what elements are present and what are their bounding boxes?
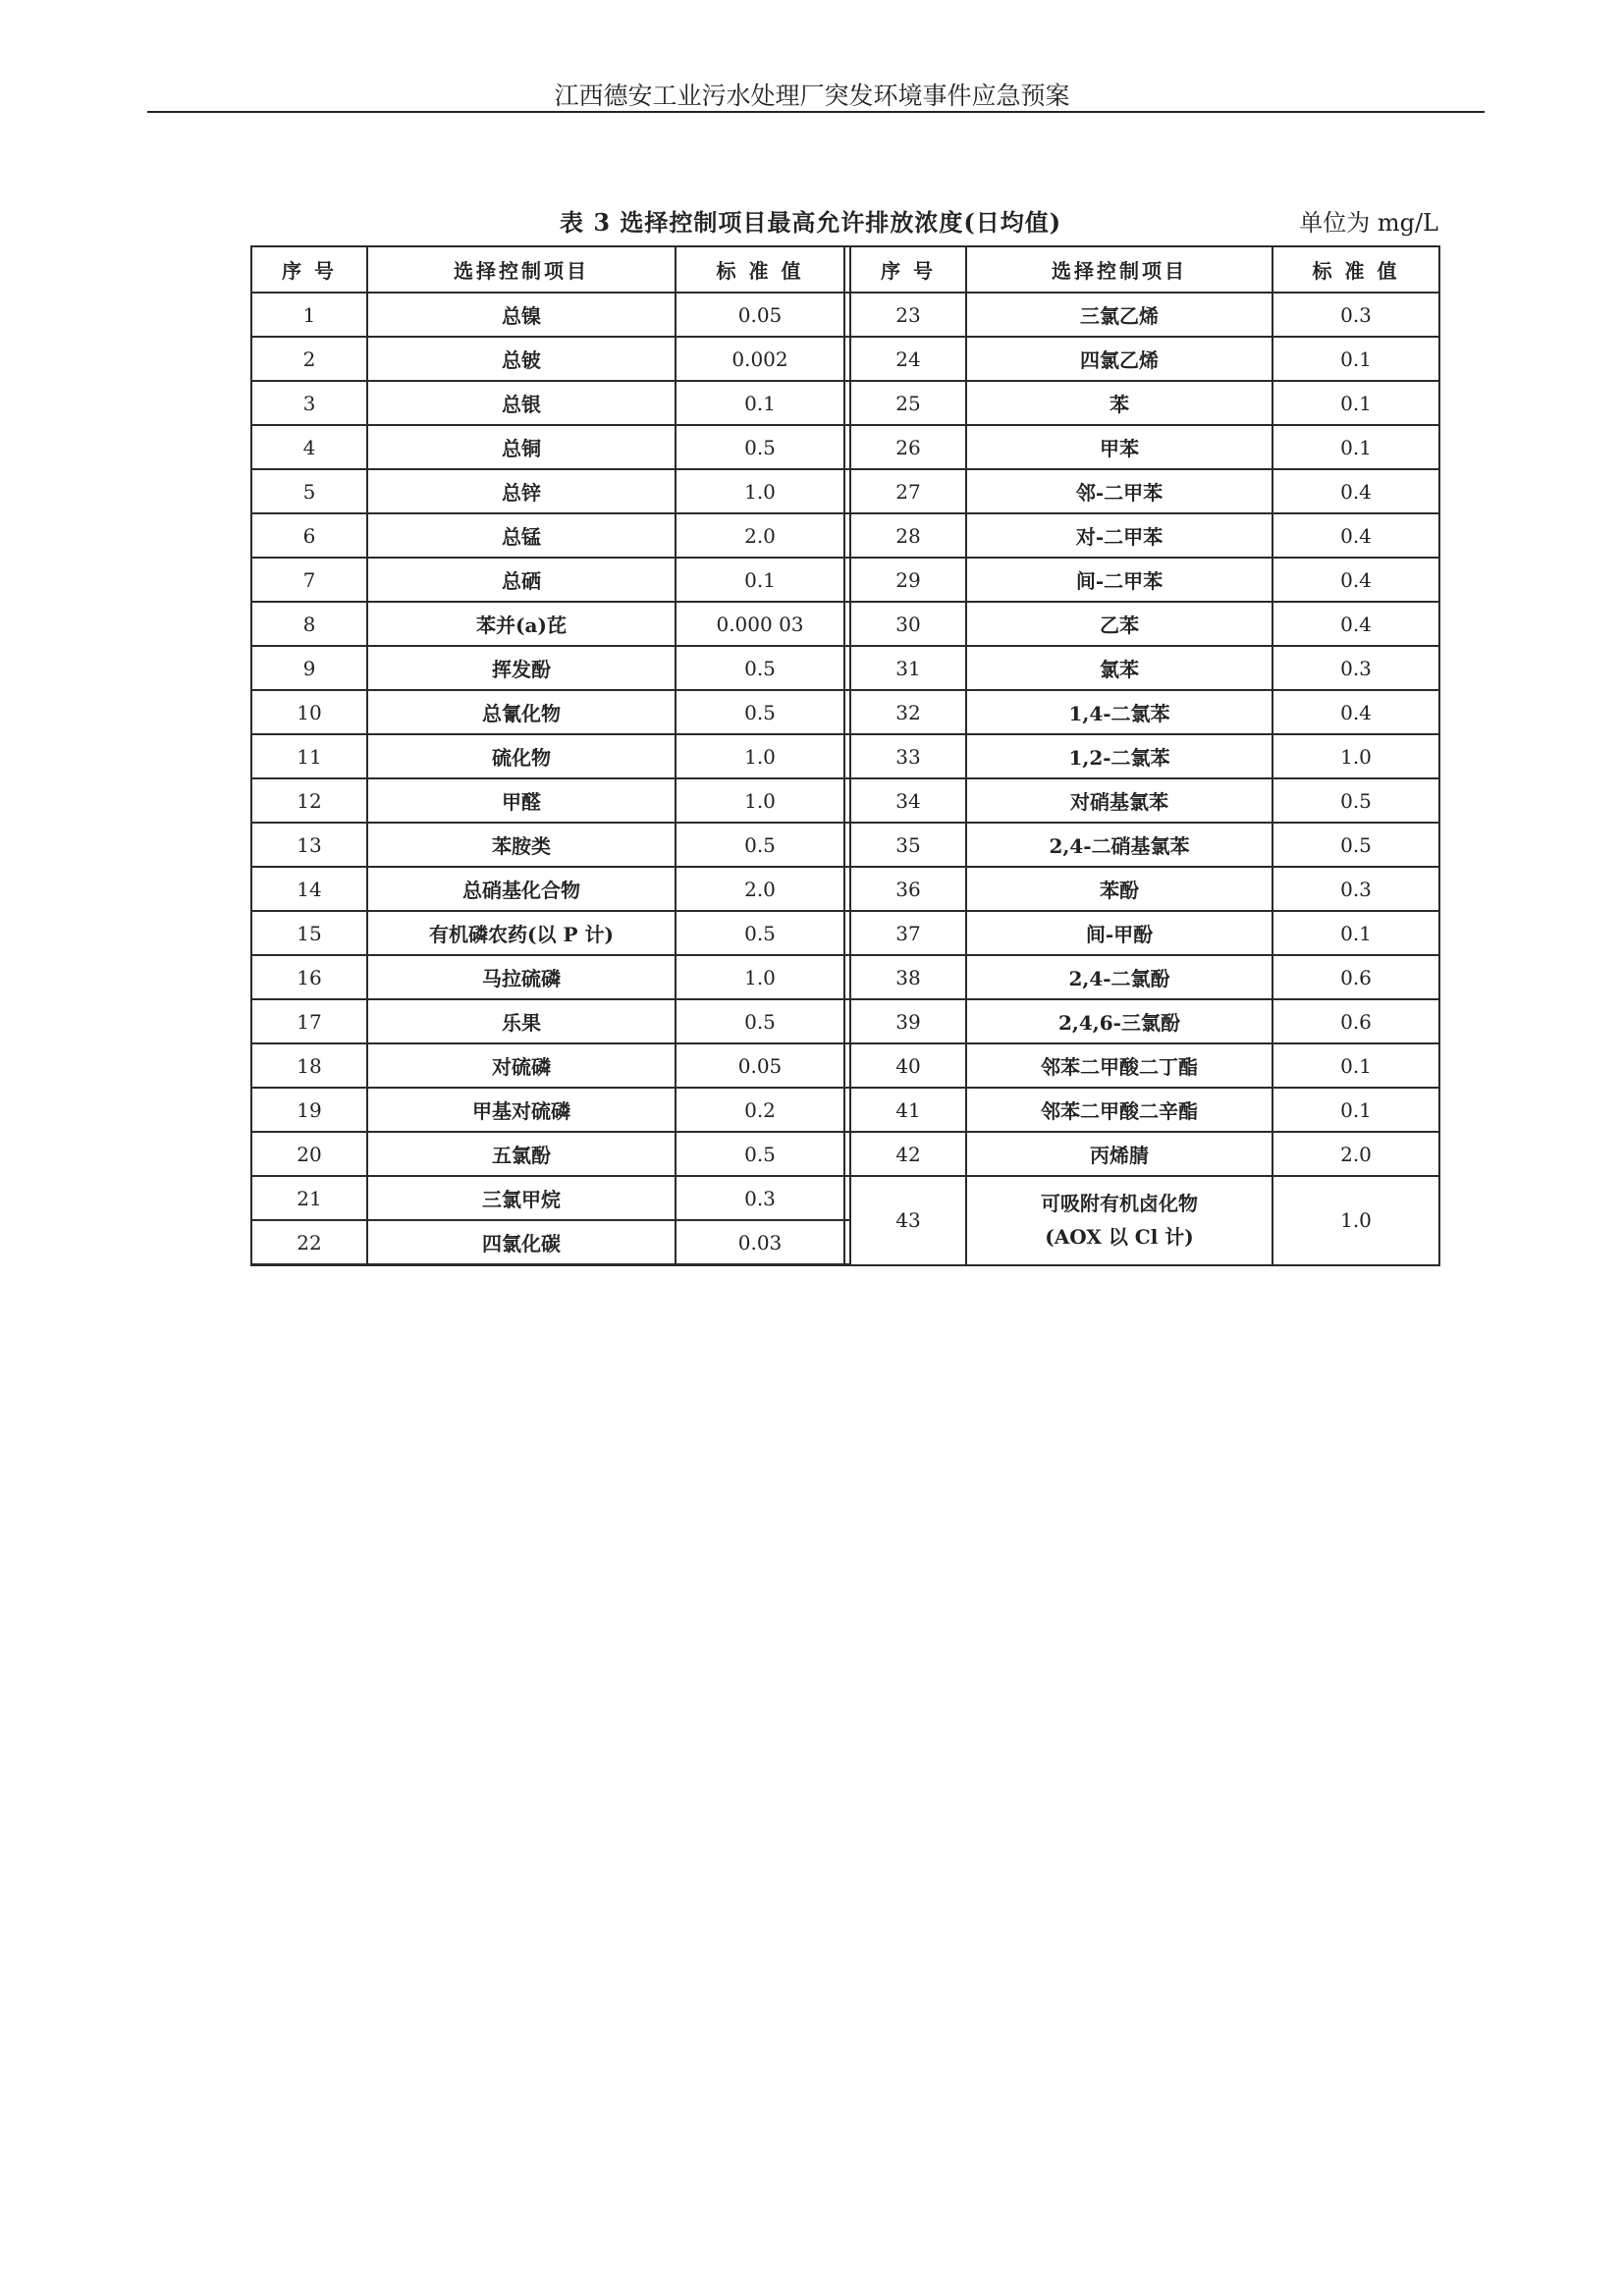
row-number: 35 [850, 823, 966, 867]
row-number: 17 [251, 999, 367, 1043]
row-item-line: (AOX 以 Cl 计) [1045, 1225, 1194, 1250]
row-number: 6 [251, 513, 367, 558]
row-item: 间-甲酚 [966, 911, 1272, 955]
table-caption-row [245, 203, 1438, 239]
row-item: 总银 [367, 381, 676, 425]
row-value: 0.4 [1272, 513, 1439, 558]
row-value: 0.5 [1272, 778, 1439, 823]
row-item: 乙苯 [966, 602, 1272, 646]
row-value: 2.0 [676, 513, 844, 558]
row-value: 0.002 [676, 337, 844, 381]
row-number: 10 [251, 690, 367, 734]
row-number: 42 [850, 1132, 966, 1176]
row-number: 26 [850, 425, 966, 469]
row-value: 0.5 [676, 646, 844, 690]
table-caption: 表 3 选择控制项目最高允许排放浓度(日均值) [560, 208, 1062, 237]
table-row [251, 911, 1439, 955]
row-item: 总锌 [367, 469, 676, 513]
row-number: 36 [850, 867, 966, 911]
row-number: 3 [251, 381, 367, 425]
header-rule [147, 111, 1485, 113]
table-row [251, 734, 1439, 778]
row-item: 硫化物 [367, 734, 676, 778]
row-value: 0.5 [1272, 823, 1439, 867]
row-value: 0.1 [1272, 1088, 1439, 1132]
table-row [251, 690, 1439, 734]
row-value: 1.0 [676, 469, 844, 513]
table-row [251, 337, 1439, 381]
row-item: 邻苯二甲酸二辛酯 [966, 1088, 1272, 1132]
row-value: 0.1 [676, 558, 844, 602]
row-value: 0.1 [1272, 1043, 1439, 1088]
row-item: 1,2-二氯苯 [966, 734, 1272, 778]
row-number: 41 [850, 1088, 966, 1132]
row-number: 8 [251, 602, 367, 646]
row-item: 总铍 [367, 337, 676, 381]
row-number: 19 [251, 1088, 367, 1132]
row-value: 0.05 [676, 1043, 844, 1088]
row-value: 0.3 [1272, 867, 1439, 911]
row-item [966, 1176, 1272, 1265]
row-value: 0.2 [676, 1088, 844, 1132]
row-number: 5 [251, 469, 367, 513]
row-item: 总硒 [367, 558, 676, 602]
column-header-no: 序 号 [251, 246, 367, 293]
column-divider [844, 1220, 850, 1265]
row-item: 邻苯二甲酸二丁酯 [966, 1043, 1272, 1088]
row-item: 间-二甲苯 [966, 558, 1272, 602]
row-item: 丙烯腈 [966, 1132, 1272, 1176]
row-item: 乐果 [367, 999, 676, 1043]
row-value: 0.1 [1272, 425, 1439, 469]
row-item: 总锰 [367, 513, 676, 558]
row-number: 29 [850, 558, 966, 602]
row-item: 2,4,6-三氯酚 [966, 999, 1272, 1043]
row-number: 11 [251, 734, 367, 778]
row-number: 37 [850, 911, 966, 955]
row-number: 22 [251, 1220, 367, 1265]
row-value: 0.5 [676, 690, 844, 734]
column-header-no: 序 号 [850, 246, 966, 293]
row-number: 1 [251, 293, 367, 337]
row-value: 0.3 [676, 1176, 844, 1220]
row-number: 39 [850, 999, 966, 1043]
row-item: 总氰化物 [367, 690, 676, 734]
row-value: 0.4 [1272, 469, 1439, 513]
column-header-item: 选择控制项目 [367, 246, 676, 293]
row-item: 甲苯 [966, 425, 1272, 469]
column-header-value: 标 准 值 [1272, 246, 1439, 293]
row-item: 五氯酚 [367, 1132, 676, 1176]
row-number: 7 [251, 558, 367, 602]
row-value: 1.0 [676, 778, 844, 823]
column-header-value: 标 准 值 [676, 246, 844, 293]
row-value: 0.5 [676, 911, 844, 955]
table-row [251, 823, 1439, 867]
row-value: 0.03 [676, 1220, 844, 1265]
row-number: 15 [251, 911, 367, 955]
row-number: 12 [251, 778, 367, 823]
column-header-item: 选择控制项目 [966, 246, 1272, 293]
row-item: 邻-二甲苯 [966, 469, 1272, 513]
row-item: 苯 [966, 381, 1272, 425]
row-item: 总镍 [367, 293, 676, 337]
row-item: 1,4-二氯苯 [966, 690, 1272, 734]
row-value: 0.5 [676, 1132, 844, 1176]
table-row [251, 293, 1439, 337]
table-row [251, 1176, 1439, 1220]
table-row [251, 1088, 1439, 1132]
row-item: 三氯甲烷 [367, 1176, 676, 1220]
row-number: 16 [251, 955, 367, 999]
table-row [251, 558, 1439, 602]
row-value: 0.1 [1272, 381, 1439, 425]
row-value: 0.05 [676, 293, 844, 337]
row-value: 0.1 [676, 381, 844, 425]
row-number: 13 [251, 823, 367, 867]
row-item: 马拉硫磷 [367, 955, 676, 999]
table-row [251, 513, 1439, 558]
row-item: 甲醛 [367, 778, 676, 823]
row-number: 25 [850, 381, 966, 425]
table-row [251, 602, 1439, 646]
row-value: 2.0 [676, 867, 844, 911]
table-row [251, 955, 1439, 999]
row-item: 对-二甲苯 [966, 513, 1272, 558]
row-number: 20 [251, 1132, 367, 1176]
table-row [251, 778, 1439, 823]
row-number: 34 [850, 778, 966, 823]
row-value: 0.6 [1272, 999, 1439, 1043]
row-value: 0.5 [676, 823, 844, 867]
running-header-title: 江西德安工业污水处理厂突发环境事件应急预案 [554, 81, 1070, 110]
row-value: 0.1 [1272, 911, 1439, 955]
table-row [251, 646, 1439, 690]
row-number: 40 [850, 1043, 966, 1088]
row-item: 对硫磷 [367, 1043, 676, 1088]
row-item: 氯苯 [966, 646, 1272, 690]
row-item: 总硝基化合物 [367, 867, 676, 911]
row-value: 1.0 [676, 955, 844, 999]
table-header-row [251, 246, 1439, 293]
row-number: 2 [251, 337, 367, 381]
table-row [251, 1132, 1439, 1176]
row-number: 30 [850, 602, 966, 646]
table-row [251, 999, 1439, 1043]
row-item: 对硝基氯苯 [966, 778, 1272, 823]
standards-table [250, 245, 1440, 1266]
table-unit: 单位为 mg/L [1299, 209, 1438, 237]
row-number: 21 [251, 1176, 367, 1220]
row-number: 18 [251, 1043, 367, 1088]
row-value: 0.4 [1272, 602, 1439, 646]
row-value: 0.5 [676, 425, 844, 469]
table-row [251, 469, 1439, 513]
row-item: 三氯乙烯 [966, 293, 1272, 337]
row-item: 苯并(a)芘 [367, 602, 676, 646]
row-number: 14 [251, 867, 367, 911]
table-row [251, 425, 1439, 469]
row-value: 1.0 [1272, 1176, 1439, 1265]
row-number: 31 [850, 646, 966, 690]
row-value: 0.6 [1272, 955, 1439, 999]
row-item: 有机磷农药(以 P 计) [367, 911, 676, 955]
table-row [251, 867, 1439, 911]
row-item: 四氯化碳 [367, 1220, 676, 1265]
row-number: 24 [850, 337, 966, 381]
row-number: 4 [251, 425, 367, 469]
row-item: 2,4-二硝基氯苯 [966, 823, 1272, 867]
row-value: 0.000 03 [676, 602, 844, 646]
table-row [251, 381, 1439, 425]
table-row [251, 1043, 1439, 1088]
row-item: 总铜 [367, 425, 676, 469]
row-item: 甲基对硫磷 [367, 1088, 676, 1132]
row-item: 2,4-二氯酚 [966, 955, 1272, 999]
row-number: 32 [850, 690, 966, 734]
row-item: 苯酚 [966, 867, 1272, 911]
row-value: 0.1 [1272, 337, 1439, 381]
row-item: 挥发酚 [367, 646, 676, 690]
row-number: 33 [850, 734, 966, 778]
row-number: 38 [850, 955, 966, 999]
row-value: 0.4 [1272, 690, 1439, 734]
row-item: 苯胺类 [367, 823, 676, 867]
row-value: 0.3 [1272, 293, 1439, 337]
row-number: 9 [251, 646, 367, 690]
row-number: 27 [850, 469, 966, 513]
row-item: 四氯乙烯 [966, 337, 1272, 381]
row-number: 23 [850, 293, 966, 337]
row-value: 2.0 [1272, 1132, 1439, 1176]
row-value: 0.3 [1272, 646, 1439, 690]
row-item-line: 可吸附有机卤化物 [1041, 1192, 1198, 1216]
row-value: 1.0 [676, 734, 844, 778]
row-number: 28 [850, 513, 966, 558]
row-value: 1.0 [1272, 734, 1439, 778]
row-value: 0.4 [1272, 558, 1439, 602]
row-number: 43 [850, 1176, 966, 1265]
row-value: 0.5 [676, 999, 844, 1043]
